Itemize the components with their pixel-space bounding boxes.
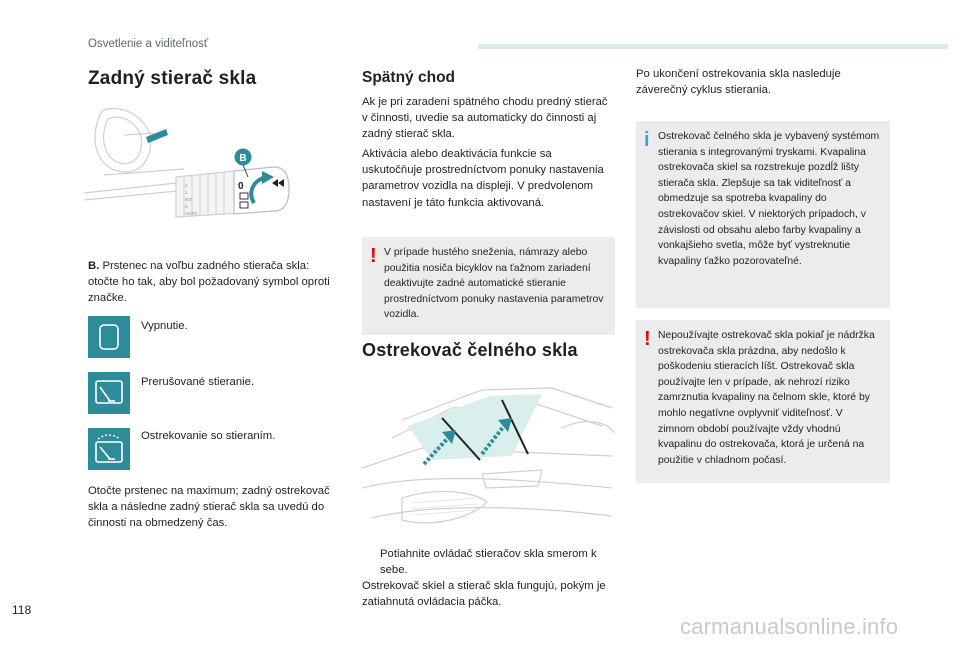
stalk-zero-label: 0: [238, 181, 244, 192]
heading-windscreen-washer: Ostrekovač čelného skla: [362, 340, 578, 360]
scale-label: 0: [185, 204, 188, 209]
rear-wash-wipe-icon: [88, 428, 130, 470]
warning-icon: !: [370, 245, 377, 267]
section-title: Osvetlenie a viditeľnosť: [88, 38, 209, 50]
washer-operation-text: Ostrekovač skiel a stierač skla fungujú, pokým je zatiahnutá ovládacia páčka.: [362, 580, 606, 609]
caption-text: Prstenec na voľbu zadného stierača skla: otočte ho tak, aby bol požadovaný symbol oproti značke.: [88, 260, 330, 305]
heading-rear-wiper: Zadný stierač skla: [88, 68, 257, 89]
rear-wiper-off-icon: [88, 316, 130, 358]
stalk-caption: [88, 258, 333, 307]
rear-wiper-intermittent-icon: [88, 372, 130, 414]
reverse-para-1: Ak je pri zaradení spätného chodu predný stierač v činnosti, uvedie sa automaticky do činnosti aj zadný stierač skla.: [362, 96, 608, 141]
watermark: carmanualsonline.info: [680, 614, 899, 639]
reverse-para-2: Aktivácia alebo deaktivácia funkcie sa uskutočňuje prostredníctvom ponuky nastavenia parametrov vozidla na displeji. V predvolenom nastavení je táto funkcia aktivovaná.: [362, 148, 604, 209]
option-label-wash-wipe: Ostrekovanie so stieraním.: [141, 430, 276, 442]
scale-label: AUTO: [185, 211, 198, 216]
reverse-warning-box: [362, 237, 615, 335]
heading-reverse-gear: Spätný chod: [362, 69, 456, 86]
option-label-off: Vypnutie.: [141, 320, 188, 332]
info-text: Ostrekovač čelného skla je vybavený systémom stierania s integrovanými tryskami. Kvapalina ostrekovača skiel sa rozstrekuje pozdĺž lišty stierača skla. Zlepšuje sa tak viditeľnosť a obmedzuje sa spotreba kvapaliny do ostrekovačov skiel. V niektorých prípadoch, v závislosti od obsahu alebo farby kvapaliny a vonkajšieho svetla, môže byť vystreknutie kvapaliny ťažko pozorovateľné.: [658, 131, 880, 267]
option-label-intermittent: Prerušované stieranie.: [141, 376, 255, 388]
rear-wiper-stalk-illustration: [84, 105, 310, 255]
windscreen-washer-illustration: [362, 378, 616, 540]
callout-badge-b: B: [239, 153, 247, 164]
rear-wiper-max-text: Otočte prstenec na maximum; zadný ostrekovač skla a následne zadný stierač skla sa uvedú do činnosti na obmedzený čas.: [88, 485, 330, 530]
header-bar: [478, 44, 948, 49]
scale-label: INT: [185, 197, 193, 202]
pull-stalk-instruction: Potiahnite ovládač stieračov skla smerom k sebe.: [380, 548, 597, 577]
reverse-warning-text: V prípade hustého sneženia, námrazy alebo použitia nosiča bicyklov na ťažnom zariadení deaktivujte zadné automatické stieranie prostredníctvom ponuky nastavenia parametrov vozidla.: [384, 247, 604, 321]
info-box: [636, 121, 890, 308]
final-wipe-text: Po ukončení ostrekovania skla nasleduje záverečný cyklus stierania.: [636, 68, 841, 97]
scale-label: 1: [185, 190, 188, 195]
washer-warning-text: Nepoužívajte ostrekovač skla pokiaľ je nádržka ostrekovača skla prázdna, aby nedošlo k poškodeniu stieracích líšt. Ostrekovač skla používajte len v prípade, ak nehrozí riziko zamrznutia kvapaliny na čelnom skle, ktoré by mohlo negatívne ovplyvniť viditeľnosť. V zimnom období používajte vždy vhodnú kvapalinu do ostrekovača, ktorá je určená na použitie v chladnom počasí.: [658, 330, 875, 466]
caption-letter: B.: [88, 260, 100, 272]
scale-label: 2: [185, 183, 188, 188]
warning-icon: !: [644, 328, 651, 350]
washer-warning-box: [636, 320, 890, 483]
page-number: 118: [12, 603, 32, 617]
info-icon: i: [644, 129, 650, 151]
